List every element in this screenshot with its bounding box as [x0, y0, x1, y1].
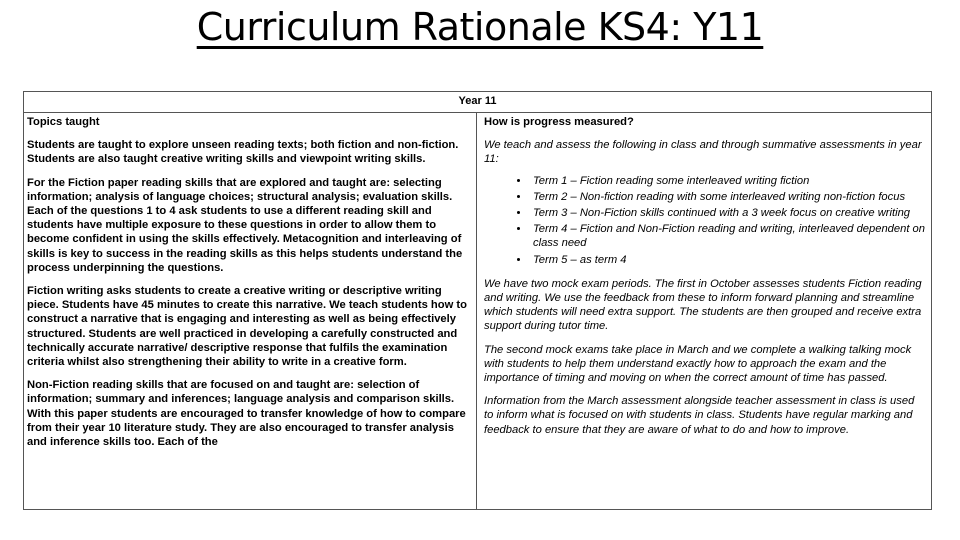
year-header: Year 11	[24, 92, 931, 113]
term-item: • Term 2 – Non-fiction reading with some interleaved writing non-fiction focus	[530, 190, 926, 204]
term-item: • Term 5 – as term 4	[530, 253, 926, 267]
column-divider	[476, 113, 477, 509]
term-item: • Term 1 – Fiction reading some interleaved writing fiction	[530, 174, 926, 188]
progress-intro: We teach and assess the following in class and through summative assessments in year 11:	[484, 139, 922, 166]
topics-paragraph: Fiction writing asks students to create a creative writing or descriptive writing piece. Students have 45 minutes to create this narrative. We teach students how to construct a narrative that is engaging and interesting as well as being effectively structured. Students are well practiced in developing a carefully constructed and technically accurate narrative/ descriptive response that fulfils the examination criteria whilst also strengthening their ability to write in a creative form.	[27, 285, 467, 369]
topics-paragraph: For the Fiction paper reading skills that are explored and taught are: selecting information; analysis of language choices; structural analysis; evaluation skills. Each of the questions 1 to 4 ask students to use a different reading skill and students have multiple exposure to these questions in order to allow them to become confident in using the skills effectively. Metacognition and interleaving of skills is key to success in the reading skills as this helps students understand the process underpinning the questions.	[27, 176, 463, 274]
progress-paragraph: We have two mock exam periods. The first in October assesses students Fiction reading and writing. We use the feedback from these to inform forward planning and streamline which students will need extra support. The students are then grouped and receive extra support during tutor time.	[484, 277, 922, 333]
topics-column	[27, 115, 470, 458]
progress-paragraph: The second mock exams take place in March and we complete a walking talking mock with students to help them understand exactly how to approach the exam and the importance of timing and moving on when the correct amount of time has passed.	[484, 343, 912, 385]
progress-paragraph: Information from the March assessment alongside teacher assessment in class is used to inform what is focused on with students in class. Students have regular marking and feedback to ensure that they are aware of what to do and how to improve.	[484, 395, 915, 436]
terms-list	[484, 174, 926, 267]
topics-paragraph: Non-Fiction reading skills that are focused on and taught are: selection of information; summary and inferences; language analysis and comparison skills. With this paper students are encouraged to transfer knowledge of how to compare from their year 10 literature study. They are also encouraged to transfer analysis and inference skills too. Each of the	[27, 379, 466, 449]
progress-column	[484, 115, 926, 446]
topics-paragraph: Students are taught to explore unseen reading texts; both fiction and non-fiction. Students are also taught creative writing skills and viewpoint writing skills.	[27, 139, 459, 166]
page-title: Curriculum Rationale KS4: Y11	[196, 5, 764, 49]
term-item: • Term 3 – Non-Fiction skills continued with a 3 week focus on creative writing	[530, 206, 926, 220]
curriculum-table	[23, 91, 932, 510]
progress-heading: How is progress measured?	[484, 116, 634, 128]
topics-heading: Topics taught	[27, 116, 100, 128]
term-item: • Term 4 – Fiction and Non-Fiction reading and writing, interleaved dependent on class need	[530, 222, 926, 250]
